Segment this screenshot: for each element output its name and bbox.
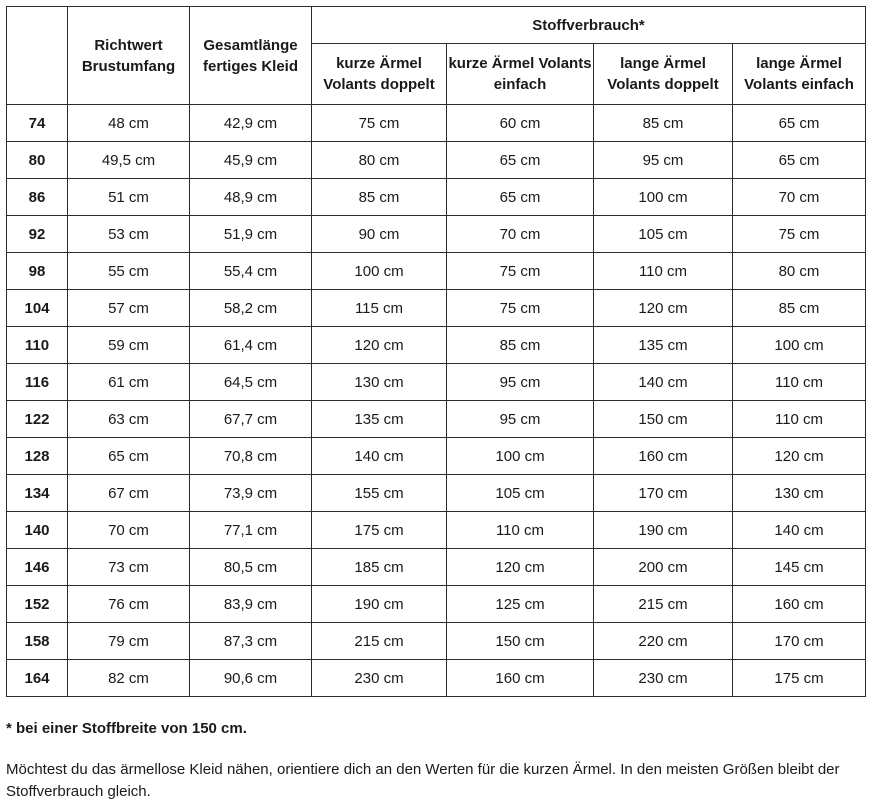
cell-long-double: 135 cm [594,327,733,364]
table-row [7,660,866,697]
cell-long-single: 70 cm [733,179,866,216]
cell-long-double: 100 cm [594,179,733,216]
cell-short-single: 95 cm [447,364,594,401]
cell-chest: 61 cm [68,364,190,401]
cell-length: 83,9 cm [190,586,312,623]
cell-short-single: 160 cm [447,660,594,697]
cell-short-double: 130 cm [312,364,447,401]
size-chart-table [6,6,866,697]
cell-length: 87,3 cm [190,623,312,660]
cell-length: 73,9 cm [190,475,312,512]
cell-length: 70,8 cm [190,438,312,475]
cell-short-double: 115 cm [312,290,447,327]
cell-long-single: 100 cm [733,327,866,364]
cell-length: 61,4 cm [190,327,312,364]
table-row [7,512,866,549]
table-row [7,105,866,142]
table-row [7,623,866,660]
cell-short-double: 215 cm [312,623,447,660]
cell-short-double: 190 cm [312,586,447,623]
cell-short-single: 105 cm [447,475,594,512]
cell-long-double: 170 cm [594,475,733,512]
cell-long-single: 80 cm [733,253,866,290]
header-row-top [7,7,866,44]
cell-long-single: 170 cm [733,623,866,660]
cell-long-double: 150 cm [594,401,733,438]
table-body [7,105,866,697]
cell-short-double: 135 cm [312,401,447,438]
cell-chest: 57 cm [68,290,190,327]
cell-size: 164 [7,660,68,697]
header-length: Gesamtlänge fertiges Kleid [190,7,312,105]
cell-short-double: 75 cm [312,105,447,142]
header-long-sleeve-single: lange Ärmel Volants einfach [733,44,866,105]
cell-long-double: 220 cm [594,623,733,660]
cell-chest: 65 cm [68,438,190,475]
cell-short-single: 110 cm [447,512,594,549]
header-short-sleeve-single: kurze Ärmel Volants einfach [447,44,594,105]
cell-short-single: 65 cm [447,142,594,179]
cell-short-double: 230 cm [312,660,447,697]
cell-chest: 79 cm [68,623,190,660]
cell-long-double: 200 cm [594,549,733,586]
header-size [7,7,68,105]
cell-short-single: 150 cm [447,623,594,660]
cell-short-single: 95 cm [447,401,594,438]
cell-size: 74 [7,105,68,142]
cell-length: 45,9 cm [190,142,312,179]
cell-short-double: 175 cm [312,512,447,549]
cell-long-single: 120 cm [733,438,866,475]
cell-chest: 73 cm [68,549,190,586]
cell-length: 90,6 cm [190,660,312,697]
table-row [7,586,866,623]
cell-chest: 67 cm [68,475,190,512]
cell-size: 140 [7,512,68,549]
cell-long-double: 95 cm [594,142,733,179]
cell-short-double: 155 cm [312,475,447,512]
cell-short-double: 90 cm [312,216,447,253]
table-row [7,475,866,512]
cell-long-single: 65 cm [733,142,866,179]
cell-long-single: 175 cm [733,660,866,697]
cell-size: 152 [7,586,68,623]
cell-short-single: 70 cm [447,216,594,253]
table-row [7,327,866,364]
cell-length: 58,2 cm [190,290,312,327]
cell-short-single: 125 cm [447,586,594,623]
header-short-sleeve-double: kurze Ärmel Volants doppelt [312,44,447,105]
cell-long-single: 65 cm [733,105,866,142]
cell-size: 116 [7,364,68,401]
cell-long-single: 110 cm [733,401,866,438]
table-row [7,364,866,401]
cell-long-double: 110 cm [594,253,733,290]
cell-size: 92 [7,216,68,253]
cell-chest: 76 cm [68,586,190,623]
cell-size: 146 [7,549,68,586]
table-row [7,142,866,179]
cell-long-single: 75 cm [733,216,866,253]
cell-short-single: 120 cm [447,549,594,586]
cell-chest: 63 cm [68,401,190,438]
cell-length: 42,9 cm [190,105,312,142]
cell-long-double: 85 cm [594,105,733,142]
table-row [7,549,866,586]
cell-chest: 53 cm [68,216,190,253]
cell-chest: 82 cm [68,660,190,697]
table-row [7,179,866,216]
cell-long-single: 140 cm [733,512,866,549]
cell-chest: 55 cm [68,253,190,290]
footnote: * bei einer Stoffbreite von 150 cm. [6,720,247,737]
cell-long-single: 110 cm [733,364,866,401]
header-fabric-group: Stoffverbrauch* [312,7,866,44]
cell-size: 134 [7,475,68,512]
cell-long-double: 140 cm [594,364,733,401]
cell-size: 98 [7,253,68,290]
cell-chest: 59 cm [68,327,190,364]
cell-short-single: 75 cm [447,253,594,290]
cell-short-single: 100 cm [447,438,594,475]
cell-chest: 70 cm [68,512,190,549]
info-note: Möchtest du das ärmellose Kleid nähen, orientiere dich an den Werten für die kurzen Ärmel. In den meisten Größen bleibt der Stoffverbrauch gleich. [6,761,840,800]
cell-length: 48,9 cm [190,179,312,216]
header-long-sleeve-double: lange Ärmel Volants doppelt [594,44,733,105]
cell-size: 110 [7,327,68,364]
cell-short-double: 185 cm [312,549,447,586]
cell-short-double: 120 cm [312,327,447,364]
cell-short-double: 80 cm [312,142,447,179]
cell-size: 158 [7,623,68,660]
cell-size: 86 [7,179,68,216]
cell-long-single: 160 cm [733,586,866,623]
table-row [7,401,866,438]
cell-long-double: 230 cm [594,660,733,697]
cell-long-double: 190 cm [594,512,733,549]
cell-long-double: 105 cm [594,216,733,253]
header-chest: Richtwert Brustumfang [68,7,190,105]
cell-chest: 49,5 cm [68,142,190,179]
cell-size: 80 [7,142,68,179]
cell-length: 64,5 cm [190,364,312,401]
table-row [7,216,866,253]
cell-size: 128 [7,438,68,475]
table-row [7,253,866,290]
table-row [7,290,866,327]
cell-size: 104 [7,290,68,327]
cell-short-double: 85 cm [312,179,447,216]
cell-chest: 51 cm [68,179,190,216]
cell-short-single: 85 cm [447,327,594,364]
cell-short-single: 75 cm [447,290,594,327]
cell-long-single: 145 cm [733,549,866,586]
cell-long-single: 130 cm [733,475,866,512]
cell-length: 55,4 cm [190,253,312,290]
cell-long-double: 120 cm [594,290,733,327]
cell-length: 77,1 cm [190,512,312,549]
cell-short-double: 100 cm [312,253,447,290]
cell-short-double: 140 cm [312,438,447,475]
cell-length: 51,9 cm [190,216,312,253]
cell-short-single: 60 cm [447,105,594,142]
cell-chest: 48 cm [68,105,190,142]
cell-long-double: 215 cm [594,586,733,623]
cell-length: 67,7 cm [190,401,312,438]
cell-length: 80,5 cm [190,549,312,586]
cell-long-double: 160 cm [594,438,733,475]
cell-short-single: 65 cm [447,179,594,216]
table-row [7,438,866,475]
cell-size: 122 [7,401,68,438]
cell-long-single: 85 cm [733,290,866,327]
